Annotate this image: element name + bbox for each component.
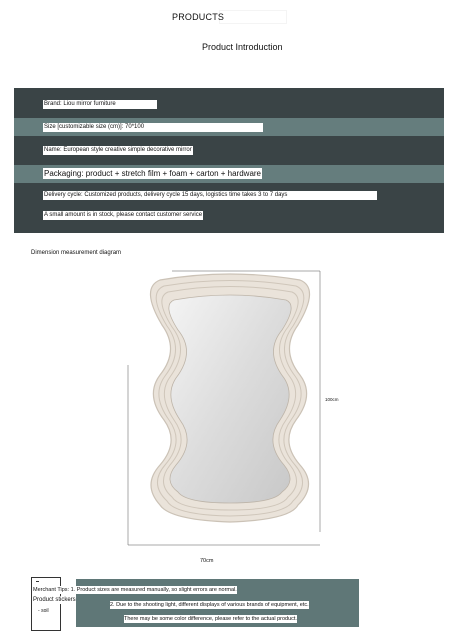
specification-panel	[14, 88, 444, 233]
spec-packaging: Packaging: product + stretch film + foam + carton + hardware	[44, 169, 261, 178]
spec-name: Name: European style creative simple decorative mirror	[44, 147, 192, 153]
spec-delivery: Delivery cycle: Customized products, delivery cycle 15 days, logistics time takes 3 to 7 days	[43, 191, 377, 200]
merchant-tip-1: Merchant Tips: 1. Product sizes are measured manually, so slight errors are normal.	[33, 587, 237, 593]
sticker-item-text: soil	[41, 608, 49, 614]
spec-stock: A small amount is in stock, please contact customer service	[44, 212, 203, 218]
mirror-glass	[169, 295, 291, 503]
merchant-tip-3: There may be some color difference, please refer to the actual product.	[124, 616, 297, 622]
product-introduction-title: Product Introduction	[202, 42, 283, 52]
product-stickers-label: Product stickers	[33, 597, 76, 603]
sticker-mark	[36, 581, 39, 582]
spec-size: Size [customizable size (cm)]: 70*100	[43, 123, 263, 132]
products-heading: PRODUCTS	[172, 12, 225, 22]
sticker-item: - soil	[38, 608, 49, 614]
dimension-diagram-title: Dimension measurement diagram	[31, 250, 122, 256]
width-dimension-label: 70cm	[200, 558, 232, 564]
title-highlight-bar	[219, 10, 287, 24]
wavy-mirror-illustration	[120, 270, 340, 555]
height-dimension-label: 100cm	[325, 397, 363, 402]
merchant-tip-2: 2. Due to the shooting light, different displays of various brands of equipment, etc.	[110, 602, 309, 608]
spec-brand: Brand: Liou mirror furniture	[43, 100, 157, 109]
